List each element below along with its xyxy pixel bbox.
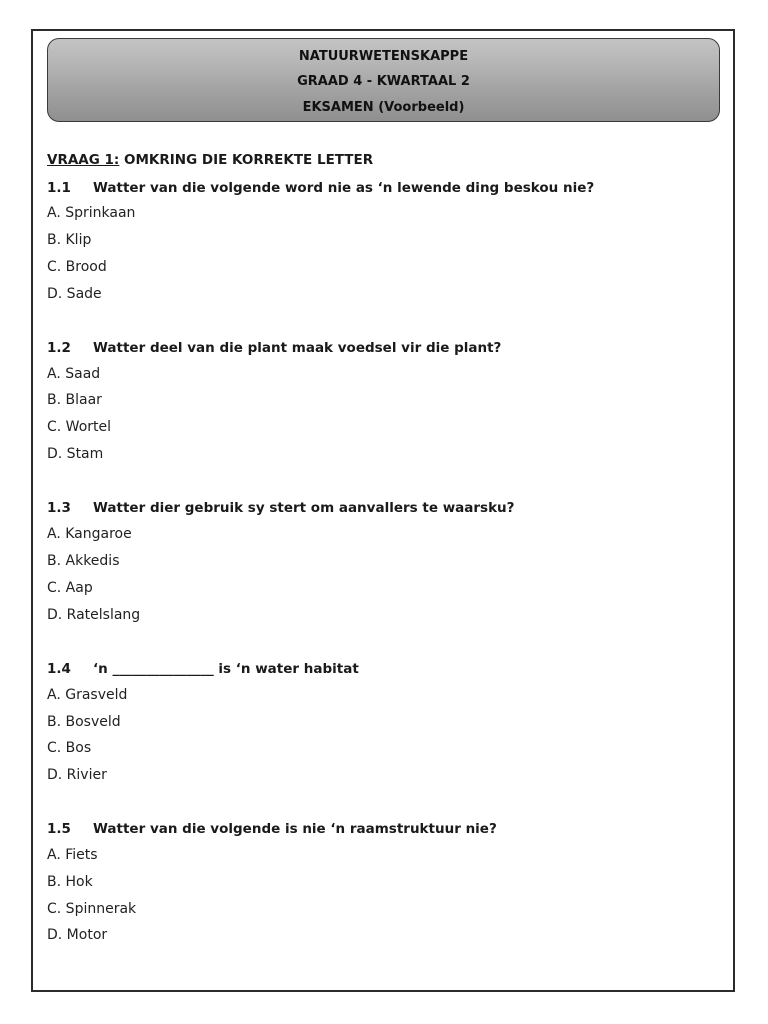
answer-option[interactable]: A. Grasveld [47, 687, 128, 703]
question-number: 1.3 [47, 500, 71, 516]
answer-option[interactable]: C. Brood [47, 259, 107, 275]
answer-option[interactable]: D. Sade [47, 286, 102, 302]
section-label: VRAAG 1: [47, 152, 120, 168]
answer-option[interactable]: D. Motor [47, 927, 108, 943]
answer-option[interactable]: D. Rivier [47, 767, 107, 783]
answer-option[interactable]: B. Akkedis [47, 553, 120, 569]
answer-option[interactable]: C. Bos [47, 740, 92, 756]
question [47, 340, 501, 356]
answer-option[interactable]: D. Stam [47, 446, 104, 462]
answer-option[interactable]: C. Spinnerak [47, 901, 137, 917]
question [47, 180, 594, 196]
answer-option[interactable]: A. Saad [47, 366, 101, 382]
answer-option[interactable]: B. Klip [47, 232, 92, 248]
answer-option[interactable]: B. Hok [47, 874, 93, 890]
question [47, 500, 515, 516]
question-text: Watter dier gebruik sy stert om aanvallers te waarsku? [93, 500, 515, 516]
subject-title: NATUURWETENSKAPPE [298, 49, 469, 64]
grade-term: GRAAD 4 - KWARTAAL 2 [297, 74, 470, 89]
section-instruction: OMKRING DIE KORREKTE LETTER [119, 152, 374, 168]
question-number: 1.2 [47, 340, 71, 356]
exam-header-box [47, 38, 720, 122]
answer-option[interactable]: C. Aap [47, 580, 93, 596]
answer-option[interactable]: B. Bosveld [47, 714, 121, 730]
answer-option[interactable]: B. Blaar [47, 392, 102, 408]
question-text: Watter van die volgende word nie as ‘n lewende ding beskou nie? [93, 180, 595, 196]
question-number: 1.5 [47, 821, 71, 837]
question-text: ‘n _______________ is ‘n water habitat [93, 661, 359, 677]
answer-option[interactable]: C. Wortel [47, 419, 112, 435]
answer-option[interactable]: A. Fiets [47, 847, 98, 863]
answer-option[interactable]: A. Sprinkaan [47, 205, 136, 221]
question [47, 661, 359, 677]
section-heading [47, 152, 373, 168]
question-number: 1.4 [47, 661, 71, 677]
exam-label: EKSAMEN (Voorbeeld) [302, 100, 465, 115]
answer-option[interactable]: A. Kangaroe [47, 526, 132, 542]
question-number: 1.1 [47, 180, 71, 196]
question-text: Watter deel van die plant maak voedsel vir die plant? [93, 340, 502, 356]
answer-option[interactable]: D. Ratelslang [47, 607, 141, 623]
question-text: Watter van die volgende is nie ‘n raamstruktuur nie? [93, 821, 497, 837]
question [47, 821, 497, 837]
